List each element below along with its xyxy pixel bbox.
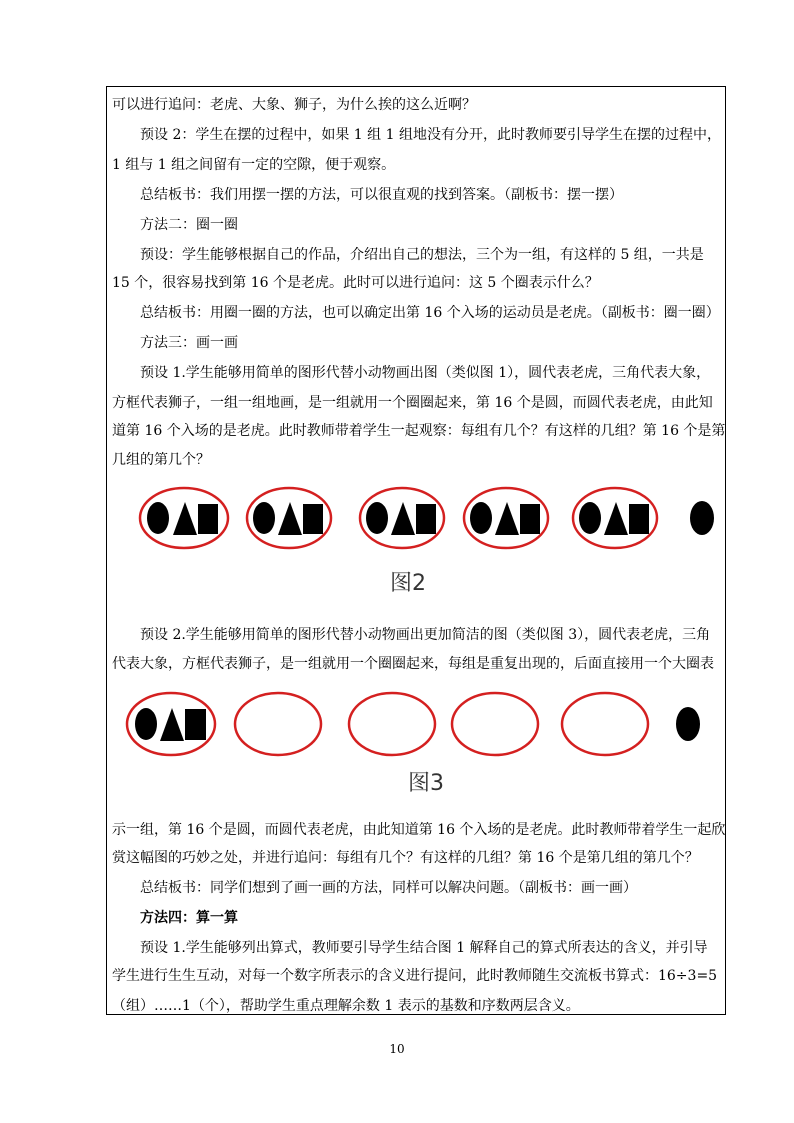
text-line: 总结板书：我们用摆一摆的方法，可以很直观的找到答案。（副板书：摆一摆） (112, 187, 623, 203)
lion-square (629, 504, 649, 534)
text-line: 预设：学生能够根据自己的作品，介绍出自己的想法，三个为一组，有这样的 5 组，一共是 (112, 247, 704, 263)
figure-2-caption: 图2 (390, 571, 426, 596)
group-ring (235, 693, 321, 755)
method-heading: 方法三：画一画 (112, 335, 238, 351)
text-line: 道第 16 个入场的是老虎。此时教师带着学生一起观察：每组有几个？有这样的几组？第 16 个是第 (112, 423, 726, 439)
group-ring (349, 693, 435, 755)
figure-3-caption: 图3 (408, 771, 444, 796)
text-line: 可以进行追问：老虎、大象、狮子，为什么挨的这么近啊？ (112, 97, 476, 113)
tiger-circle (470, 502, 492, 534)
text-line: 学生进行生生互动，对每一个数字所表示的含义进行提问，此时教师随生交流板书算式：16÷3=5 (112, 968, 718, 984)
sixteenth-tiger-circle (676, 707, 700, 741)
tiger-circle (135, 708, 157, 740)
method-heading: 方法四：算一算 (112, 910, 238, 926)
tiger-circle (366, 502, 388, 534)
tiger-circle (147, 502, 169, 534)
group-2 (247, 488, 331, 548)
lion-square (198, 504, 218, 534)
elephant-triangle (173, 502, 197, 535)
group-1 (127, 693, 215, 755)
elephant-triangle (495, 502, 519, 535)
sixteenth-tiger-circle (690, 501, 714, 535)
elephant-triangle (278, 502, 302, 535)
text-line: 总结板书：同学们想到了画一画的方法，同样可以解决问题。（副板书：画一画） (112, 880, 637, 896)
group-1 (140, 488, 228, 548)
text-line: 几组的第几个？ (112, 452, 210, 468)
elephant-triangle (391, 502, 415, 535)
text-line: 预设 1.学生能够用简单的图形代替小动物画出图（类似图 1），圆代表老虎，三角代表大象， (112, 365, 711, 381)
text-line: 预设 1.学生能够列出算式，教师要引导学生结合图 1 解释自己的算式所表达的含义，并引导 (112, 940, 708, 956)
figure-3 (106, 688, 726, 760)
text-line: 预设 2：学生在摆的过程中，如果 1 组 1 组地没有分开，此时教师要引导学生在摆的过程中， (112, 127, 721, 143)
text-line: 方框代表狮子，一组一组地画，是一组就用一个圈圈起来，第 16 个是圆，而圆代表老虎，由此知 (112, 395, 713, 411)
tiger-circle (253, 502, 275, 534)
lion-square (416, 504, 436, 534)
group-ring (562, 693, 648, 755)
group-4 (464, 488, 548, 548)
group-3 (360, 488, 444, 548)
text-line: （组）……1（个），帮助学生重点理解余数 1 表示的基数和序数两层含义。 (112, 998, 580, 1014)
text-line: 代表大象，方框代表狮子，是一组就用一个圈圈起来，每组是重复出现的，后面直接用一个大圈表 (112, 656, 714, 672)
lion-square (303, 504, 323, 534)
text-line: 总结板书：用圈一圈的方法，也可以确定出第 16 个入场的运动员是老虎。（副板书：圈一圈） (112, 305, 720, 321)
page-number: 10 (389, 1042, 405, 1056)
method-heading: 方法二：圈一圈 (112, 217, 238, 233)
tiger-circle (579, 502, 601, 534)
figure-2 (106, 484, 726, 554)
text-line: 1 组与 1 组之间留有一定的空隙，便于观察。 (112, 157, 396, 173)
elephant-triangle (604, 502, 628, 535)
elephant-triangle (160, 708, 184, 741)
text-line: 示一组，第 16 个是圆，而圆代表老虎，由此知道第 16 个入场的是老虎。此时教师带着学生一起欣 (112, 822, 726, 838)
text-line: 预设 2.学生能够用简单的图形代替小动物画出更加简洁的图（类似图 3），圆代表老虎，三角 (112, 627, 711, 643)
group-5 (573, 488, 657, 548)
lion-square (520, 504, 540, 534)
text-line: 赏这幅图的巧妙之处，并进行追问：每组有几个？有这样的几组？第 16 个是第几组的第几个？ (112, 850, 699, 866)
text-line: 15 个，很容易找到第 16 个是老虎。此时可以进行追问：这 5 个圈表示什么？ (112, 275, 599, 291)
group-ring (452, 693, 538, 755)
lion-square (185, 709, 206, 740)
